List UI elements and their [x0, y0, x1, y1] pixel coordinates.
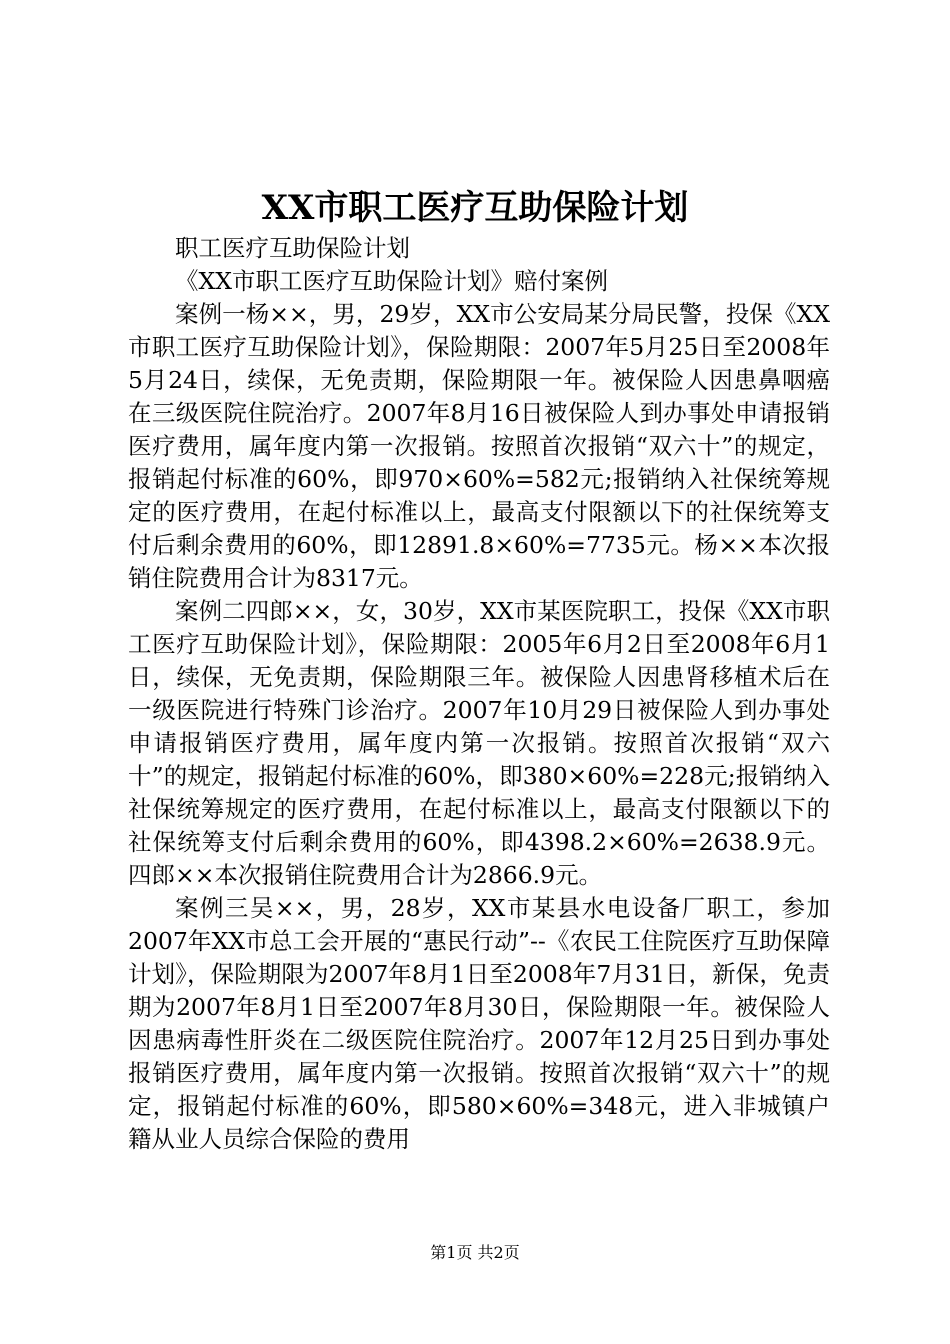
- case-one-paragraph: 案例一杨××，男，29岁，XX市公安局某分局民警，投保《XX市职工医疗互助保险计划》，保险期限：2007年5月25日至2008年5月24日，续保，无免责期，保险期限一年。被保险人因患鼻咽癌在三级医院住院治疗。2007年8月16日被保险人到办事处申请报销医疗费用，属年度内第一次报销。按照首次报销“双六十”的规定，报销起付标准的60%，即970×60%=582元;报销纳入社保统筹规定的医疗费用，在起付标准以上，最高支付限额以下的社保统筹支付后剩余费用的60%，即12891.8×60%=7735元。杨××本次报销住院费用合计为8317元。: [128, 300, 830, 592]
- page-footer: 第1页 共2页: [430, 1243, 520, 1262]
- section-heading-paragraph: 《XX市职工医疗互助保险计划》赔付案例: [175, 267, 608, 295]
- document-body: [128, 232, 830, 1156]
- page-title: XX市职工医疗互助保险计划: [261, 188, 689, 228]
- subtitle-paragraph: 职工医疗互助保险计划: [175, 234, 410, 262]
- case-three-paragraph: 案例三吴××，男，28岁，XX市某县水电设备厂职工，参加2007年XX市总工会开展的“惠民行动”--《农民工住院医疗互助保障计划》，保险期限为2007年8月1日至2008年7月31日，新保，免责期为2007年8月1日至2007年8月30日，保险期限一年。被保险人因患病毒性肝炎在二级医院住院治疗。2007年12月25日到办事处报销医疗费用，属年度内第一次报销。按照首次报销“双六十”的规定，报销起付标准的60%，即580×60%=348元，进入非城镇户籍从业人员综合保险的费用: [128, 894, 830, 1153]
- case-two-paragraph: 案例二四郎××，女，30岁，XX市某医院职工，投保《XX市职工医疗互助保险计划》，保险期限：2005年6月2日至2008年6月1日，续保，无免责期，保险期限三年。被保险人因患肾移植术后在一级医院进行特殊门诊治疗。2007年10月29日被保险人到办事处申请报销医疗费用，属年度内第一次报销。按照首次报销“双六十”的规定，报销起付标准的60%，即380×60%=228元;报销纳入社保统筹规定的医疗费用，在起付标准以上，最高支付限额以下的社保统筹支付后剩余费用的60%，即4398.2×60%=2638.9元。四郎××本次报销住院费用合计为2866.9元。: [128, 597, 830, 889]
